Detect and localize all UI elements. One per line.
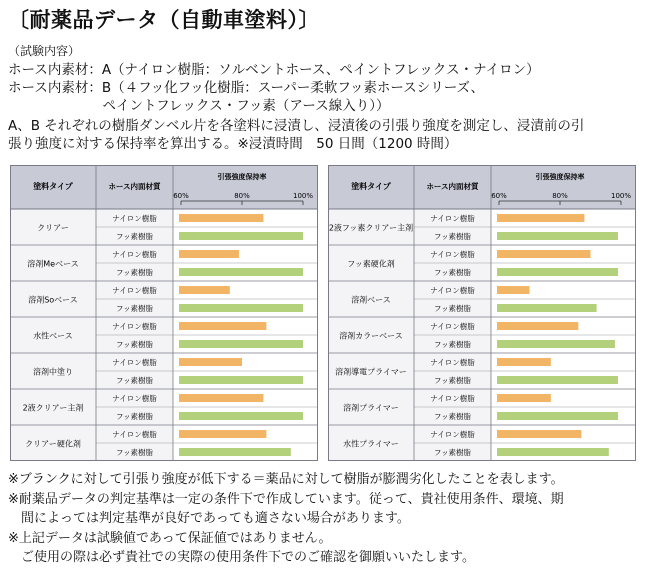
material-label-fluoro: フッ素樹脂 — [434, 376, 471, 385]
bar-fluoro — [497, 232, 618, 240]
bar-nylon — [179, 214, 263, 222]
category-label: 溶剤Soベース — [28, 295, 78, 305]
bar-nylon — [179, 250, 239, 258]
material-label-fluoro: フッ素樹脂 — [116, 268, 153, 277]
test-line-2: ホース内素材：B（４フッ化フッ化樹脂：スーパー柔軟フッ素ホースシリーズ、 — [8, 80, 484, 96]
material-label-nylon: ナイロン樹脂 — [112, 214, 157, 223]
material-label-fluoro: フッ素樹脂 — [434, 340, 471, 349]
header-material: ホース内面材質 — [108, 182, 161, 191]
material-label-fluoro: フッ素樹脂 — [116, 448, 153, 457]
bar-fluoro — [497, 448, 609, 456]
material-label-fluoro: フッ素樹脂 — [116, 376, 153, 385]
material-label-nylon: ナイロン樹脂 — [430, 430, 475, 439]
bar-fluoro — [497, 304, 597, 312]
bar-nylon — [497, 286, 530, 294]
bar-fluoro — [497, 268, 618, 276]
material-label-fluoro: フッ素樹脂 — [116, 304, 153, 313]
category-label: クリアー硬化剤 — [25, 439, 81, 449]
material-label-nylon: ナイロン樹脂 — [430, 250, 475, 259]
note-2-cont: 間によっては判定基準が良好であっても適さない場合があります。 — [21, 511, 410, 526]
bar-fluoro — [179, 340, 303, 348]
bar-nylon — [179, 394, 263, 402]
test-line-3: ペイントフレックス・フッ素（アース線入り）） — [8, 98, 390, 114]
bar-fluoro — [179, 232, 303, 240]
tick-label: 80% — [552, 192, 568, 200]
category-label: 水性プライマー — [343, 439, 399, 449]
material-label-nylon: ナイロン樹脂 — [112, 250, 157, 259]
material-label-fluoro: フッ素樹脂 — [434, 412, 471, 421]
note-1: ※ブランクに対して引張り強度が低下する＝薬品に対して樹脂が膨潤劣化したことを表します。 — [8, 472, 564, 487]
note-3: ※上記データは試験値であって保証値ではありません。 — [8, 530, 332, 546]
header-category: 塗料タイプ — [33, 182, 73, 191]
material-label-nylon: ナイロン樹脂 — [430, 214, 475, 223]
bar-nylon — [497, 250, 591, 258]
header-value: 引張強度保持率 — [217, 173, 267, 181]
bar-fluoro — [179, 304, 303, 312]
bar-nylon — [179, 358, 242, 366]
material-label-fluoro: フッ素樹脂 — [434, 448, 471, 457]
page-title: 〔耐薬品データ（自動車塗料）〕 — [8, 8, 320, 32]
material-label-fluoro: フッ素樹脂 — [434, 268, 471, 277]
bar-fluoro — [497, 412, 618, 420]
bar-fluoro — [179, 268, 303, 276]
bar-nylon — [497, 394, 551, 402]
notes — [8, 470, 564, 568]
bar-nylon — [179, 322, 266, 330]
material-label-nylon: ナイロン樹脂 — [112, 430, 157, 439]
material-label-fluoro: フッ素樹脂 — [116, 340, 153, 349]
note-2: ※耐薬品データの判定基準は一定の条件下で作成しています。従って、貴社使用条件、環境、期 — [8, 491, 564, 507]
note-3-cont: ご使用の際は必ず貴社での実際の使用条件下でのご確認を御願いいたします。 — [21, 550, 475, 565]
category-label: 溶剤カラーベース — [339, 331, 403, 341]
bar-fluoro — [179, 376, 303, 384]
test-line-5: 張り強度に対する保持率を算出する。※浸漬時間 50 日間（1200 時間） — [8, 136, 458, 152]
material-label-nylon: ナイロン樹脂 — [430, 358, 475, 367]
material-label-nylon: ナイロン樹脂 — [112, 322, 157, 331]
chart-right — [328, 165, 636, 461]
bar-nylon — [179, 286, 230, 294]
category-label: 溶剤ベース — [351, 295, 391, 305]
material-label-nylon: ナイロン樹脂 — [112, 394, 157, 403]
tick-label: 100% — [610, 192, 632, 200]
category-label: 水性ベース — [33, 331, 73, 341]
material-label-nylon: ナイロン樹脂 — [430, 286, 475, 295]
chart-left — [10, 165, 318, 461]
bar-nylon — [497, 214, 584, 222]
header-material: ホース内面材質 — [426, 182, 479, 191]
material-label-fluoro: フッ素樹脂 — [116, 412, 153, 421]
material-label-fluoro: フッ素樹脂 — [434, 304, 471, 313]
category-label: 溶剤プライマー — [343, 403, 399, 413]
category-label: フッ素硬化剤 — [347, 259, 395, 269]
material-label-nylon: ナイロン樹脂 — [112, 286, 157, 295]
bar-fluoro — [497, 340, 615, 348]
bar-fluoro — [497, 376, 618, 384]
category-label: 2液クリアー主剤 — [22, 403, 84, 413]
tick-label: 80% — [234, 192, 250, 200]
tick-label: 60% — [491, 192, 507, 200]
tick-label: 60% — [173, 192, 189, 200]
material-label-nylon: ナイロン樹脂 — [430, 394, 475, 403]
material-label-nylon: ナイロン樹脂 — [430, 322, 475, 331]
header-value: 引張強度保持率 — [535, 173, 585, 181]
category-label: 溶剤導電プライマー — [335, 367, 407, 377]
bar-fluoro — [179, 448, 291, 456]
tick-label: 100% — [292, 192, 314, 200]
material-label-fluoro: フッ素樹脂 — [116, 232, 153, 241]
category-label: 溶剤Meベース — [27, 259, 79, 269]
category-label: クリアー — [37, 223, 69, 233]
material-label-nylon: ナイロン樹脂 — [112, 358, 157, 367]
test-line-4: A、B それぞれの樹脂ダンベル片を各塗料に浸漬し、浸漬後の引張り強度を測定し、浸漬前の引 — [8, 118, 585, 134]
header-category: 塗料タイプ — [351, 182, 391, 191]
category-label: 溶剤中塗り — [33, 367, 73, 377]
category-label: 2液フッ素クリアー主剤 — [328, 223, 414, 233]
bar-fluoro — [179, 412, 303, 420]
bar-nylon — [497, 322, 578, 330]
bar-nylon — [179, 430, 266, 438]
bar-nylon — [497, 430, 581, 438]
test-heading: （試験内容） — [8, 44, 81, 58]
material-label-fluoro: フッ素樹脂 — [434, 232, 471, 241]
test-line-1: ホース内素材：A（ナイロン樹脂：ソルベントホース、ペイントフレックス・ナイロン） — [8, 62, 540, 78]
bar-nylon — [497, 358, 551, 366]
